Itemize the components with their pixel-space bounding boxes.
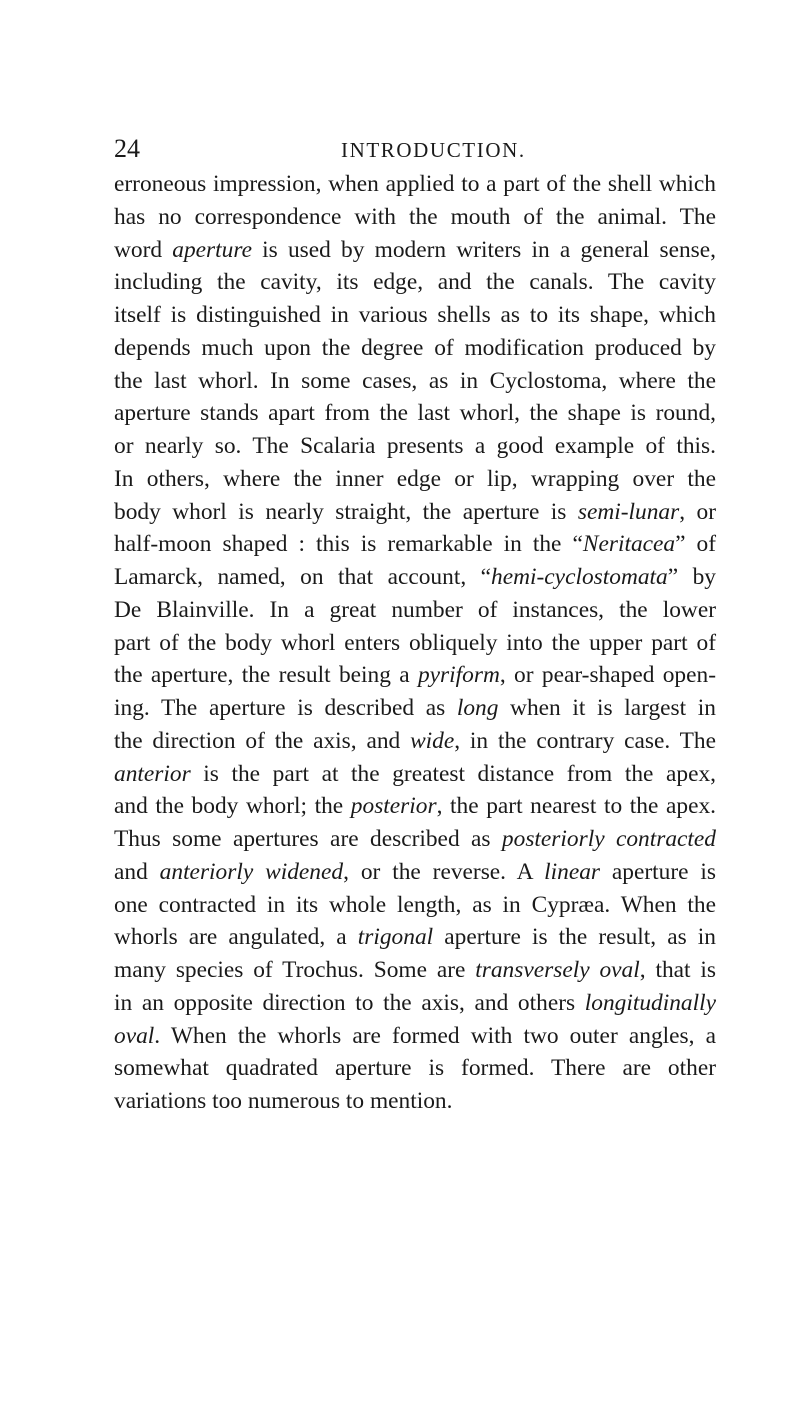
body-paragraph [114, 168, 716, 1118]
text-run: is used by modern writers in a general sense, [251, 236, 717, 263]
italic-term: semi-lunar [577, 498, 680, 525]
italic-term: Neritacea [582, 531, 676, 558]
text-line [114, 954, 716, 987]
italic-term: oval [114, 1022, 155, 1049]
text-run: somewhat quadrated aperture is formed. There are other [114, 1055, 716, 1082]
text-run: including the cavity, its edge, and the canals. The cavity [114, 269, 716, 296]
text-run: erroneous impression, when applied to a part of the shell which [114, 171, 716, 197]
text-line [114, 561, 716, 594]
text-line [114, 790, 716, 823]
text-run: , or [679, 498, 716, 525]
text-run: and [114, 858, 160, 885]
text-run: half-moon shaped : this is remarkable in the “ [114, 531, 583, 558]
text-run: or nearly so. The Scalaria presents a good example of this. [114, 433, 716, 459]
text-run: aperture is the result, as in [433, 924, 716, 951]
italic-term: pyriform [417, 662, 500, 689]
italic-term: trigonal [357, 924, 434, 951]
italic-term: posteriorly contracted [501, 826, 716, 852]
text-line [114, 1085, 716, 1118]
text-line [114, 463, 716, 496]
text-line [114, 266, 716, 299]
text-line [114, 430, 716, 463]
text-run: itself is distinguished in various shells as to its shape, which [114, 302, 716, 328]
text-line [114, 496, 716, 529]
text-line [114, 725, 716, 758]
text-run: is the part at the greatest distance from the apex, [190, 760, 716, 787]
text-run: In others, where the inner edge or lip, wrapping over the [114, 465, 716, 492]
text-run: Lamarck, named, on that account, “ [114, 564, 492, 590]
text-run: variations too numerous to mention. [114, 1088, 453, 1114]
text-run: in an opposite direction to the axis, and others [114, 989, 585, 1016]
italic-term: wide [410, 727, 455, 754]
text-run: whorls are angulated, a [114, 924, 358, 951]
text-run: many species of Trochus. Some are [114, 957, 476, 983]
text-run: ing. The aperture is described as [114, 695, 457, 721]
text-run: , or pear-shaped open- [499, 662, 716, 689]
text-run: . When the whorls are formed with two outer angles, a [154, 1022, 716, 1049]
text-run: Thus some apertures are described as [114, 826, 502, 852]
text-run: aperture is [600, 858, 716, 885]
text-line [114, 627, 716, 660]
italic-term: linear [544, 858, 600, 885]
italic-term: longitudinally [584, 989, 716, 1016]
text-line [114, 659, 716, 692]
text-run: and the body whorl; the [114, 793, 351, 820]
text-run: part of the body whorl enters obliquely into the upper part of [114, 629, 716, 656]
text-run: , the part nearest to the apex. [436, 793, 716, 820]
text-run: De Blainville. In a great number of instances, the lower [114, 596, 716, 623]
text-run: when it is largest in [498, 695, 716, 721]
text-line [114, 1052, 716, 1085]
text-run: ” of [675, 531, 717, 558]
text-run: the direction of the axis, and [114, 727, 411, 754]
text-line [114, 168, 716, 201]
text-run: the last whorl. In some cases, as in Cyclostoma, where the [114, 367, 716, 394]
italic-term: transversely oval [475, 957, 640, 983]
text-line [114, 889, 716, 922]
text-run: word [114, 236, 173, 263]
text-line [114, 594, 716, 627]
text-run: depends much upon the degree of modification produced by [114, 334, 716, 361]
text-run: aperture stands apart from the last whorl, the shape is round, [114, 400, 716, 427]
text-run: body whorl is nearly straight, the aperture is [114, 498, 578, 525]
text-line [114, 201, 716, 234]
italic-term: anteriorly widened [159, 858, 344, 885]
text-line [114, 987, 716, 1020]
text-run: , that is [639, 957, 716, 983]
italic-term: aperture [172, 236, 252, 263]
italic-term: long [456, 695, 499, 721]
italic-term: hemi-cyclostomata [491, 564, 668, 590]
text-run: has no correspondence with the mouth of the animal. The [114, 203, 716, 230]
text-line [114, 921, 716, 954]
text-run: , in the contrary case. The [454, 727, 716, 754]
text-run: , or the reverse. A [343, 858, 545, 885]
text-run: the aperture, the result being a [114, 662, 418, 689]
text-line [114, 758, 716, 791]
text-line [114, 692, 716, 725]
text-line [114, 823, 716, 856]
text-line [114, 299, 716, 332]
text-run: ” by [667, 564, 716, 590]
text-line [114, 332, 716, 365]
italic-term: posterior [350, 793, 437, 820]
italic-term: anterior [114, 760, 191, 787]
text-line [114, 365, 716, 398]
text-run: one contracted in its whole length, as in Cypræa. When the [114, 891, 716, 918]
text-line [114, 856, 716, 889]
text-line [114, 528, 716, 561]
running-head: INTRODUCTION. [341, 138, 526, 162]
page-number: 24 [114, 134, 140, 163]
text-line [114, 397, 716, 430]
text-line [114, 234, 716, 267]
text-line [114, 1020, 716, 1053]
